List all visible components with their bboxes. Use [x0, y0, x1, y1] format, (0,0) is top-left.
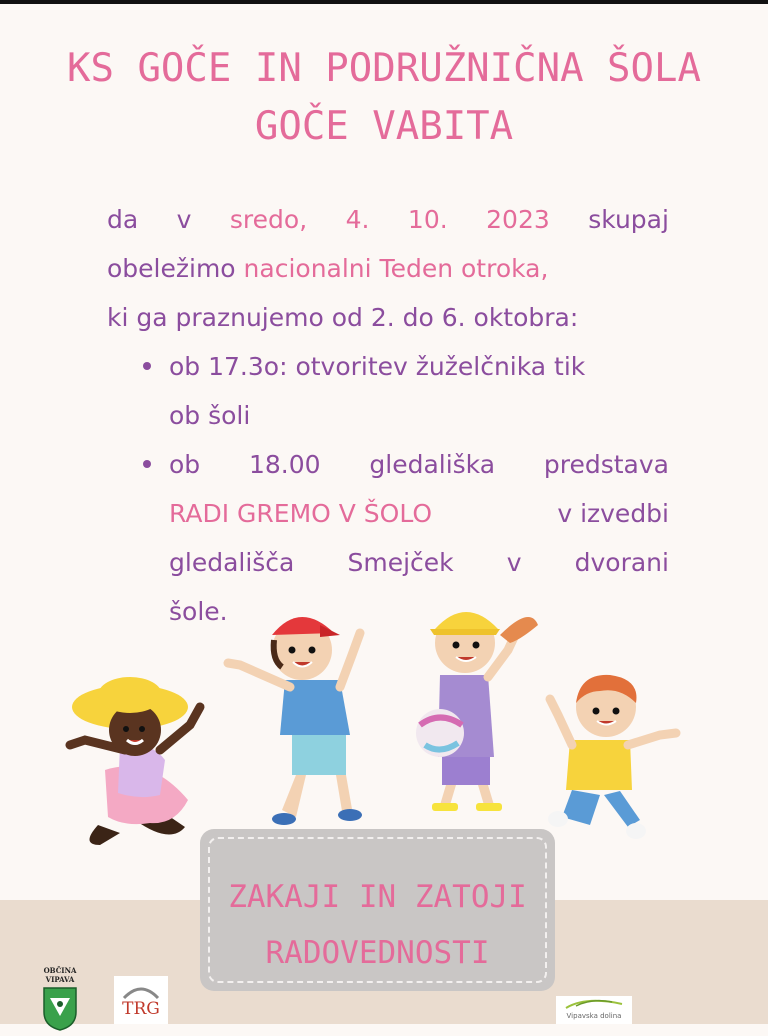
item-line [169, 538, 669, 587]
word: gledališka [369, 450, 496, 479]
word: sredo, [229, 205, 308, 234]
invitation-body [107, 195, 669, 636]
vipavska-label: Vipavska dolina [566, 1012, 622, 1020]
word: ob [169, 450, 201, 479]
boy-red-cap-figure [228, 617, 362, 825]
trg-logo [114, 976, 168, 1024]
word: da [107, 205, 139, 234]
slogan-plaque [200, 829, 555, 991]
word: gledališča [169, 548, 295, 577]
slogan-line-2: RADOVEDNOSTI [265, 935, 490, 971]
obcina-label: OBČINA VIPAVA [43, 966, 77, 984]
vine-icon [556, 996, 632, 1012]
girl-yellow-hat-figure [70, 677, 200, 845]
top-bar [0, 0, 768, 4]
intro-line-1 [107, 195, 669, 244]
slogan-text [200, 869, 555, 981]
item-line [169, 489, 669, 538]
item-line [169, 440, 669, 489]
play-title: RADI GREMO V ŠOLO [169, 499, 433, 528]
program-list [169, 342, 669, 636]
word: 4. [345, 205, 370, 234]
word: 10. [407, 205, 448, 234]
word: v [176, 205, 192, 234]
boy-yellow-shirt-figure [548, 675, 676, 839]
program-item-1 [169, 342, 669, 440]
slogan-line-1: ZAKAJI IN ZATOJI [228, 879, 527, 915]
bullet-dot [143, 362, 151, 370]
item-line: ob šoli [169, 401, 251, 430]
bullet-dot [143, 460, 151, 468]
word: v izvedbi [557, 499, 669, 528]
intro-line-2 [107, 244, 669, 293]
word: skupaj [588, 205, 669, 234]
trg-logo-icon [114, 976, 168, 1024]
word: dvorani [574, 548, 669, 577]
punct: , [540, 254, 549, 283]
item-line: šole. [169, 597, 228, 626]
title-line-1: KS GOČE IN PODRUŽNIČNA ŠOLA [67, 46, 701, 91]
title-line-2: GOČE VABITA [254, 104, 514, 149]
word: 2023 [486, 205, 550, 234]
intro-line-3: ki ga praznujemo od 2. do 6. oktobra: [107, 303, 579, 332]
item-line: ob 17.3o: otvoritev žuželčnika tik [169, 352, 586, 381]
vipavska-dolina-logo [556, 996, 632, 1024]
word: predstava [543, 450, 669, 479]
word: Smejček [347, 548, 454, 577]
event-name: nacionalni Teden otroka [243, 254, 541, 283]
coat-of-arms-icon [30, 984, 90, 1032]
invitation-title [0, 40, 768, 156]
word: 18.00 [248, 450, 321, 479]
girl-with-ball-figure [416, 612, 538, 811]
word: v [506, 548, 522, 577]
trg-text: TRG [122, 999, 160, 1019]
children-illustration [0, 595, 768, 865]
obcina-vipava-logo [30, 966, 90, 1036]
word: obeležimo [107, 254, 236, 283]
